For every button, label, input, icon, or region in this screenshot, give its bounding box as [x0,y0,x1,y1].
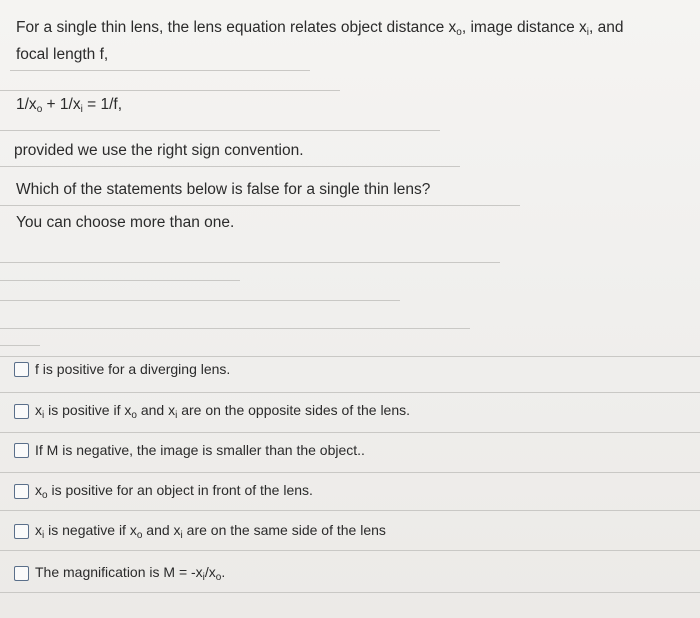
option-label: $x_i$ is positive if $x_o$ and $x_i$ are on the opposite sides of the lens. [35,402,411,421]
sign-convention-note: provided we use the right sign convention. [14,142,304,159]
intro-text: For a single thin lens, the lens equation relates object distance x [16,19,457,36]
option-label: $x_i$ is negative if $x_o$ and $x_i$ are on the same side of the lens [35,522,386,541]
option-label: The magnification is $M = -x_i/x_o$. [35,564,226,583]
subscript: o [36,104,43,115]
subscript: o [456,27,462,38]
lens-equation [16,96,122,115]
question-prompt: Which of the statements below is false for a single thin lens? [16,181,431,198]
checkbox[interactable] [14,404,29,419]
rule-line [0,356,700,357]
rule-line [0,300,400,301]
checkbox[interactable] [14,484,29,499]
rule-line [0,345,40,346]
rule-line [0,550,700,551]
question-intro [16,17,624,66]
checkbox[interactable] [14,566,29,581]
option-label: f is positive for a diverging lens. [35,361,231,377]
intro-text: , and [589,19,624,36]
rule-line [0,592,700,593]
option-6[interactable] [14,564,225,583]
rule-line [0,166,460,167]
checkbox[interactable] [14,524,29,539]
rule-line [0,510,700,511]
option-label: $x_o$ is positive for an object in front of the lens. [35,482,313,501]
intro-line-2: focal length f, [16,46,109,63]
intro-text: , image distance x [461,19,587,36]
rule-line [0,90,340,91]
checkbox[interactable] [14,443,29,458]
option-5[interactable] [14,522,386,541]
rule-line [0,205,520,206]
option-3[interactable] [14,442,365,458]
rule-line [0,432,700,433]
rule-line [0,130,440,131]
checkbox[interactable] [14,362,29,377]
option-2[interactable] [14,402,410,421]
equation-part: + 1/x [42,96,81,113]
equation-part: 1/x [16,96,37,113]
rule-line [0,328,470,329]
option-4[interactable] [14,482,313,501]
subscript: i [80,104,83,115]
subscript: i [586,27,590,38]
selection-hint: You can choose more than one. [16,214,235,231]
rule-line [0,472,700,473]
option-1[interactable] [14,361,230,377]
rule-line [0,262,500,263]
rule-line [0,280,240,281]
rule-line [10,70,310,71]
rule-line [0,392,700,393]
equation-part: = 1/f, [82,96,123,113]
option-label: If M is negative, the image is smaller than the object.. [35,442,365,458]
